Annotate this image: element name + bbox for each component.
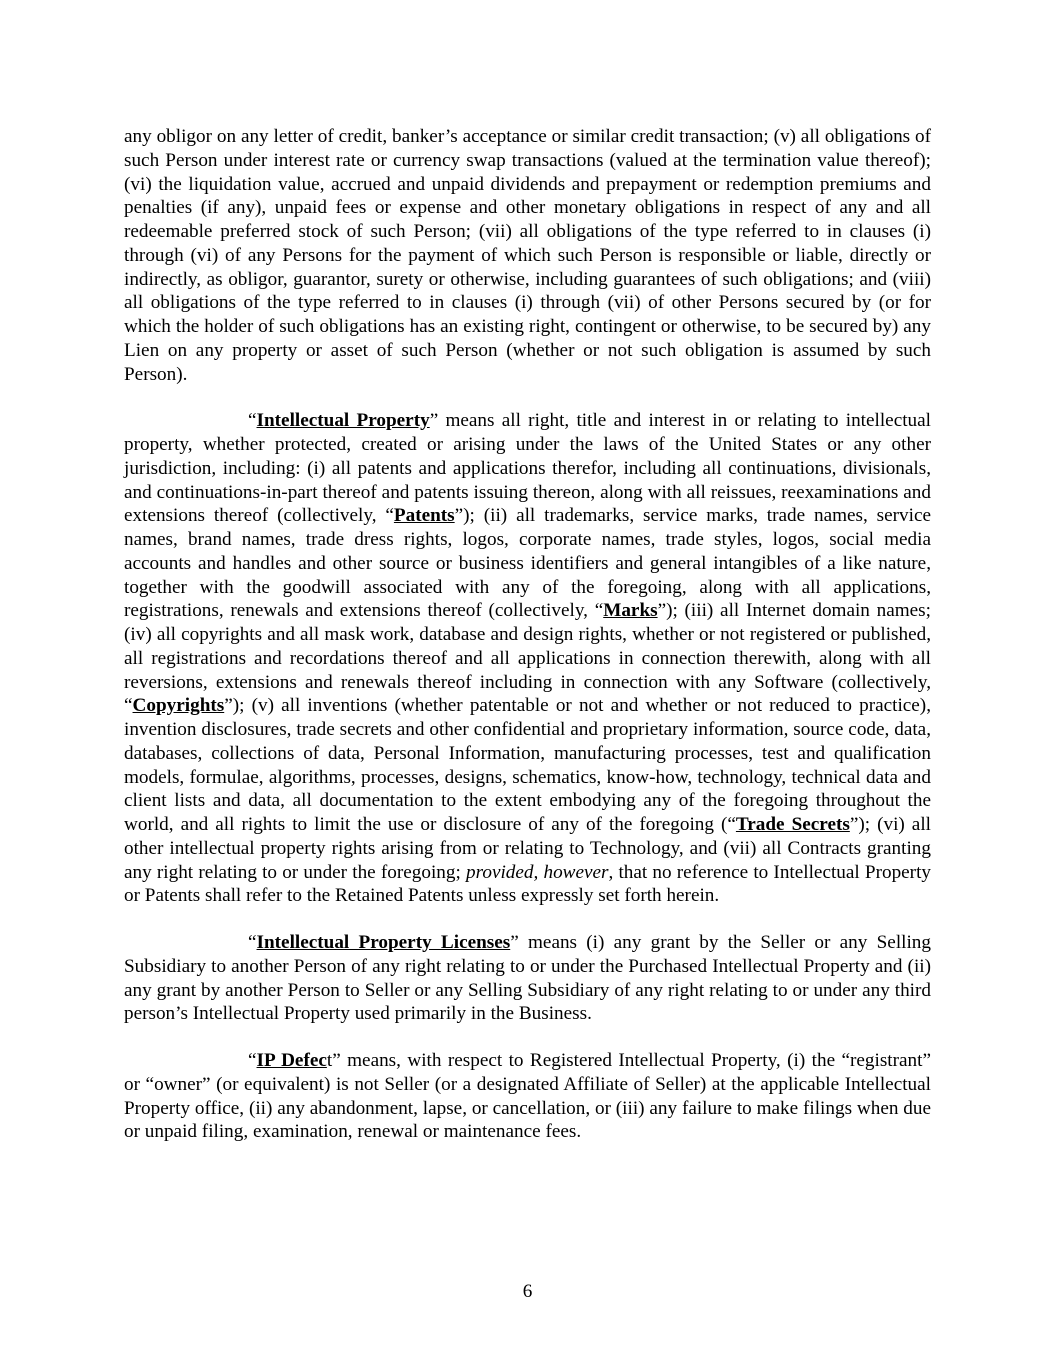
paragraph-text: ”); (ii) all trademarks, service marks, trade names, service names, brand names, trade dress rights, logos, corporate names, trade styles, logos, social media accounts and handles and other source or business identifiers and general intangibles of a like nature, together with the goodwill associated with any of the foregoing, along with all applications, registrations, renewals and extensions thereof (collectively, “ xyxy=(124,505,932,622)
page-number: 6 xyxy=(522,1281,533,1302)
paragraph-text: any obligor on any letter of credit, banker’s acceptance or similar credit transaction; (v) all obligations of such Person under interest rate or currency swap transactions (valued at the termination value thereof); (vi) the liquidation value, accrued and unpaid dividends and prepayment or redemption premiums and penalties (if any), unpaid fees or expense and other monetary obligations in respect of any and all redeemable preferred stock of such Person; (vii) all obligations of the type referred to in clauses (i) through (vi) of any Persons for the payment of which such Person is responsible or liable, directly or indirectly, as obligor, guarantor, surety or otherwise, including guarantees of such obligations; and (viii) all obligations of the type referred to in clauses (i) through (vii) of other Persons secured by (or for which the holder of such obligations has an existing right, contingent or otherwise, to be secured by) any Lien on any property or asset of such Person (whether or not such obligation is assumed by such Person). xyxy=(124,126,931,385)
open-quote: “ xyxy=(248,932,257,953)
paragraph-text: , that no reference to Intellectual Property or Patents shall refer to the Retained Patents unless expressly set forth herein. xyxy=(124,861,931,907)
defined-term-ip-licenses: Intellectual Property Licenses xyxy=(256,932,511,953)
open-quote: “ xyxy=(248,1050,257,1071)
defined-term-patents: Patents xyxy=(393,505,455,527)
paragraph-text: ”); (v) all inventions (whether patentable or not and whether or not reduced to practice), invention disclosures, trade secrets and other confidential and proprietary information, source code, data, databases, collections of data, Personal Information, manufacturing processes, test and qualification models, formulae, algorithms, processes, designs, schematics, know-how, technology, technical data and client lists and data, all documentation to the extent embodying any of the foregoing throughout the world, and all rights to limit the use or disclosure of any of the foregoing (“ xyxy=(124,695,931,835)
open-quote: “ xyxy=(248,410,257,432)
defined-term-copyrights: Copyrights xyxy=(132,695,225,717)
defined-term-intellectual-property: Intellectual Property xyxy=(256,410,430,432)
paragraph-ip-licenses xyxy=(124,931,931,1026)
paragraph-intellectual-property xyxy=(124,409,931,908)
paragraph-indebtedness-continuation xyxy=(124,125,931,386)
paragraph-text: t” means, with respect to Registered Intellectual Property, (i) the “registrant” or “owner” (or equivalent) is not Seller (or a designated Affiliate of Seller) at the applicable Intellectual Property office, (ii) any abandonment, lapse, or cancellation, or (iii) any failure to make filings when due or unpaid filing, examination, renewal or maintenance fees. xyxy=(124,1050,931,1143)
paragraph-text: ” means all right, title and interest in or relating to intellectual property, whether protected, created or arising under the laws of the United States or any other jurisdiction, including: (i) all patents and applications therefor, including all continuations, divisionals, and continuations-in-part thereof and patents issuing thereon, along with all reissues, reexaminations and extensions thereof (collectively, “ xyxy=(124,410,931,527)
paragraph-text: ”); (vi) all other intellectual property rights arising from or relating to Technology, and (vii) all Contracts granting any right relating to or under the foregoing; xyxy=(124,814,931,883)
defined-term-marks: Marks xyxy=(603,600,658,622)
defined-term-ip-defect: IP Defec xyxy=(256,1050,327,1071)
document-page xyxy=(124,125,931,1167)
paragraph-text: ” means (i) any grant by the Seller or any Selling Subsidiary to another Person of any right relating to or under the Purchased Intellectual Property and (ii) any grant by another Person to Seller or any Selling Subsidiary of any right relating to or under any third person’s Intellectual Property used primarily in the Business. xyxy=(124,932,931,1025)
italic-proviso: provided, however xyxy=(466,861,609,883)
paragraph-ip-defect xyxy=(124,1049,931,1144)
paragraph-text: ”); (iii) all Internet domain names; (iv) all copyrights and all mask work, database and design rights, whether or not registered or published, all registrations and recordations thereof and all applications in connection therewith, along with all reversions, extensions and renewals thereof including in connection with any Software (collectively, “ xyxy=(124,600,931,717)
defined-term-trade-secrets: Trade Secrets xyxy=(735,814,850,835)
